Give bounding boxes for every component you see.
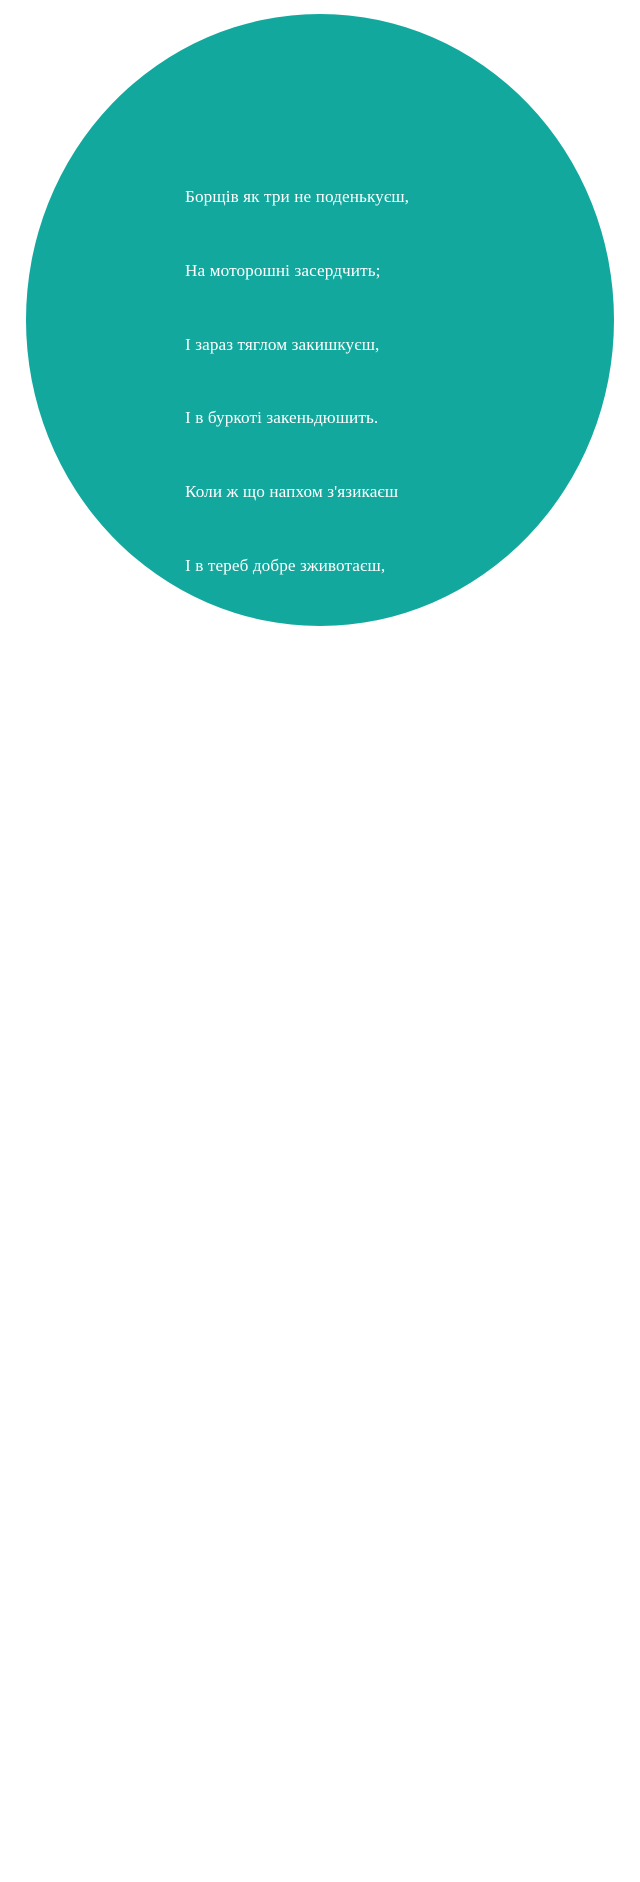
poem-line: Не казку кормом солов'ять:: [185, 1146, 387, 1166]
poem-line: Об лихо вдаром заземлюєш,: [185, 703, 394, 723]
poem-line: На моторошні засердчить;: [185, 260, 381, 280]
poem-line: То, може, чуло зновинуеш.: [185, 1441, 384, 1461]
poem-line: І біг до горя зачортить.: [185, 851, 356, 870]
poem-stanza: [185, 136, 485, 923]
poem-line: Коли давало спі'ятакуєш,: [185, 1367, 372, 1387]
poem-line: І ввесь забуд свій зголодуєш,: [185, 777, 400, 797]
poem-line: Куди на плавах човновати,: [185, 1588, 382, 1608]
poem-line: То радощі заденежать.: [185, 1293, 352, 1313]
poem-line: І в буркоті закеньдюшить.: [185, 408, 379, 428]
poem-stanza: [185, 1021, 485, 1808]
poem-text-block: [185, 62, 485, 1882]
poem-line: Ось ну, закалиткуй бряскалом,: [185, 1219, 412, 1239]
poem-line: Якщо з тобою спередить:: [185, 1515, 374, 1535]
poem-line: Коли ж що напхом з'язикаєш: [185, 482, 399, 502]
poem-line: І як Еней замінервить.: [185, 1736, 352, 1756]
poem-line: Борщів як три не поденькуєш,: [185, 186, 410, 206]
poem-line: І в тереб добре зживотаєш,: [185, 555, 386, 575]
poem-line: Як угодили Юнонати: [185, 1662, 343, 1682]
poem-line: То на веселі занутрить;: [185, 629, 358, 649]
poem-line: Та що абищоти верзлялом,: [185, 1072, 384, 1092]
poem-line: І зараз тяглом закишкуєш,: [185, 334, 380, 354]
